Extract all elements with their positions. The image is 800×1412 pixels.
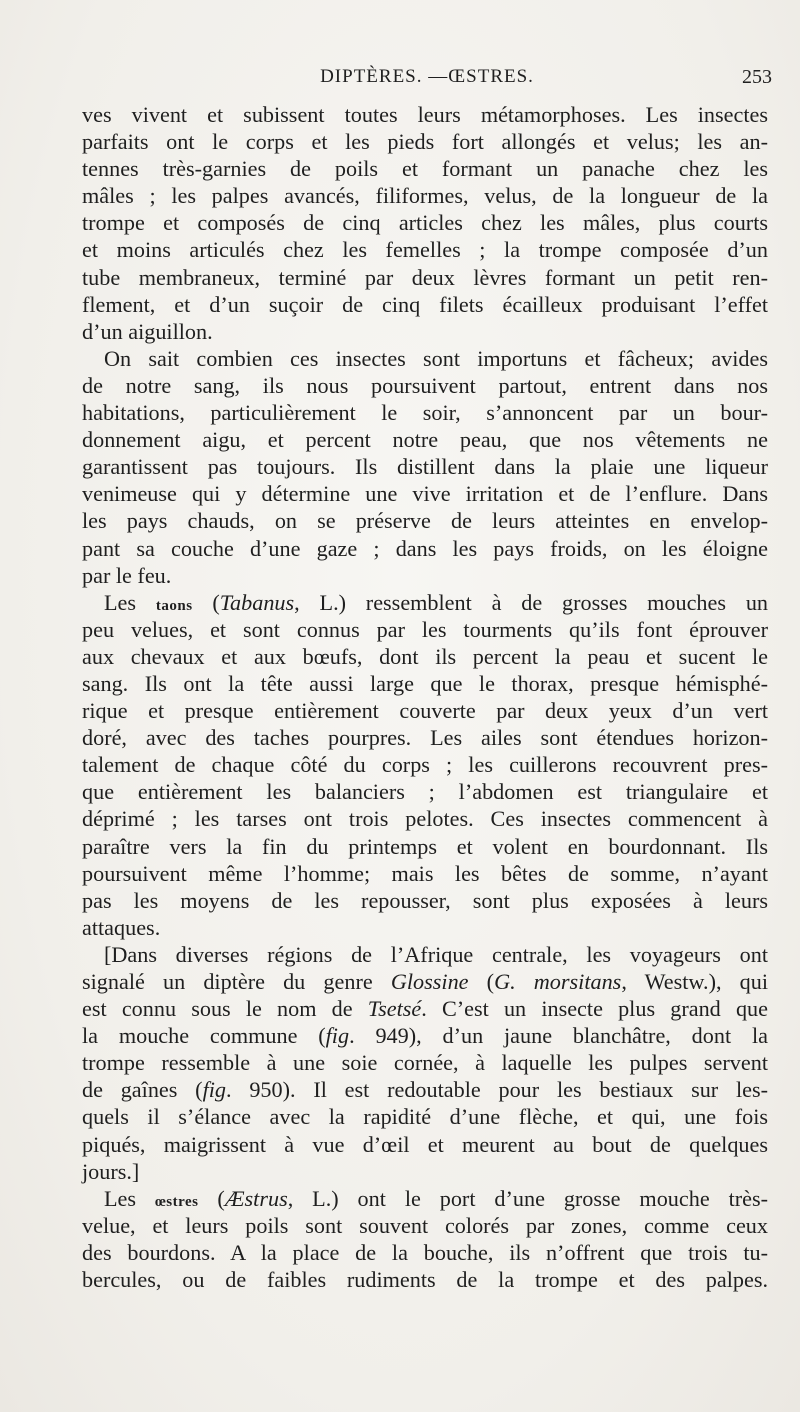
text-line: trompe et composés de cinq articles chez les mâles, plus courts [82,210,768,236]
text-line: garantissent pas toujours. Ils distillent dans la plaie une liqueur [82,454,768,480]
text-line: sang. Ils ont la tête aussi large que le thorax, presque hémisphé- [82,670,768,696]
text-line: déprimé ; les tarses ont trois pelotes. Ces insectes commencent à [82,806,768,832]
text-line: doré, avec des taches pourpres. Les ailes sont étendues horizon- [82,725,768,751]
text-line: quels il s’élance avec la rapidité d’une flèche, et qui, une fois [82,1104,768,1130]
text-line: rique et presque entièrement couverte par deux yeux d’un vert [82,698,768,724]
page-number: 253 [742,66,772,88]
text-line: que entièrement les balanciers ; l’abdomen est triangulaire et [82,779,768,805]
text-line: de notre sang, ils nous poursuivent partout, entrent dans nos [82,372,768,398]
text-line: donnement aigu, et percent notre peau, que nos vêtements ne [82,427,768,453]
text-line: est connu sous le nom de Tsetsé. C’est un insecte plus grand que [82,996,768,1022]
text-line: talement de chaque côté du corps ; les cuillerons recouvrent pres- [82,752,768,778]
text-line: On sait combien ces insectes sont importuns et fâcheux; avides [104,345,768,371]
text-line: tube membraneux, terminé par deux lèvres formant un petit ren- [82,264,768,290]
text-line: piqués, maigrissent à vue d’œil et meurent au bout de quelques [82,1131,768,1157]
text-line: flement, et d’un suçoir de cinq filets écailleux produisant l’effet [82,291,768,317]
text-line: parfaits ont le corps et les pieds fort allongés et velus; les an- [82,129,768,155]
text-line: mâles ; les palpes avancés, filiformes, velus, de la longueur de la [82,183,768,209]
text-line: aux chevaux et aux bœufs, dont ils percent la peau et sucent le [82,643,768,669]
text-line: habitations, particulièrement le soir, s’annoncent par un bour- [82,400,768,426]
text-line: venimeuse qui y détermine une vive irritation et de l’enflure. Dans [82,481,768,507]
text-line: attaques. [82,914,161,940]
text-line: peu velues, et sont connus par les tourments qu’ils font éprouver [82,616,768,642]
text-line: d’un aiguillon. [82,318,213,344]
text-line: bercules, ou de faibles rudiments de la trompe et des palpes. [82,1267,768,1293]
text-line: de gaînes (fig. 950). Il est redoutable pour les bestiaux sur les- [82,1077,769,1103]
text-line: par le feu. [82,562,172,588]
text-line: des bourdons. A la place de la bouche, ils n’offrent que trois tu- [82,1239,768,1265]
text-line: pant sa couche d’une gaze ; dans les pays froids, on les éloigne [82,535,768,561]
text-line: [Dans diverses régions de l’Afrique centrale, les voyageurs ont [104,941,768,967]
text-line: la mouche commune (fig. 949), d’un jaune blanchâtre, dont la [82,1023,768,1049]
text-line: ves vivent et subissent toutes leurs métamorphoses. Les insectes [82,102,768,127]
text-line: tennes très-garnies de poils et formant un panache chez les [82,156,768,182]
text-line: Les taons (Tabanus, L.) ressemblent à de grosses mouches un [104,589,769,615]
text-line: trompe ressemble à une soie cornée, à laquelle les pulpes servent [82,1050,768,1076]
text-line: poursuivent même l’homme; mais les bêtes de somme, n’ayant [82,860,768,886]
body-text [82,101,768,1293]
page-header [82,66,772,96]
text-line: les pays chauds, on se préserve de leurs atteintes en envelop- [82,508,768,534]
text-line: paraître vers la fin du printemps et volent en bourdonnant. Ils [82,833,768,859]
text-line: signalé un diptère du genre Glossine (G. morsitans, Westw.), qui [82,969,769,994]
text-line: velue, et leurs poils sont souvent colorés par zones, comme ceux [82,1212,768,1238]
text-line: jours.] [82,1158,140,1184]
text-line: pas les moyens de les repousser, sont plus exposées à leurs [82,887,768,913]
text-line: Les œstres (Æstrus, L.) ont le port d’une grosse mouche très- [104,1185,769,1211]
running-head: DIPTÈRES. —ŒSTRES. [320,66,534,87]
text-line: et moins articulés chez les femelles ; la trompe composée d’un [82,237,768,263]
